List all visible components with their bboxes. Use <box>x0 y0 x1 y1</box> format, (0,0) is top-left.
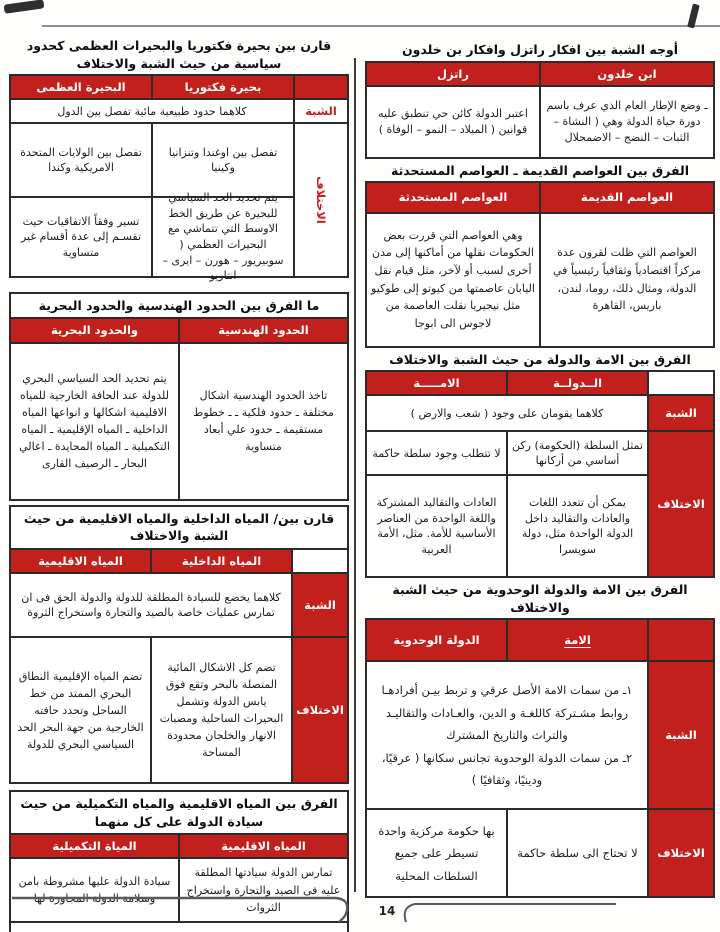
difference-pair <box>367 474 647 576</box>
table-capitals <box>365 181 715 347</box>
table-header-row <box>367 183 713 211</box>
header-lake-victoria: بحيرة فكتوريا <box>151 76 293 98</box>
header-nation: الامـــــة <box>367 372 506 394</box>
cell-similarity: كلاهما يقومان على وجود ( شعب والارض ) <box>410 406 604 420</box>
page-number: 14 <box>378 904 396 918</box>
table-header-row <box>367 63 713 85</box>
similarity-row <box>11 98 347 122</box>
table-lakes <box>9 74 349 283</box>
cell-similarity: كلاهما يخضع للسيادة المطلقة للدولة والدولة الحق فى ان تمارس عمليات خاصة بالصيد والتجارة واستخراج الثروة <box>21 590 281 620</box>
similarity-row <box>367 394 713 430</box>
header-territorial-waters: المياه الاقليمية <box>178 835 347 857</box>
section-title-borders: ما الفرق بين الحدود الهندسية والحدود البحرية <box>38 297 320 313</box>
table-ratzel-ibnkhaldun <box>365 61 715 159</box>
header-contiguous-waters: المياة التكميلية <box>11 835 178 857</box>
similarity-point-1: ١ـ من سمات الامة الأصل عرقي و تربط بيـن أفرادهـا روابط مشـتركة كاللغـة و الدين، والعـادات والتقاليـد والتراث والتاريخ المشترك <box>381 683 633 743</box>
header-spacer <box>293 76 347 98</box>
difference-row <box>367 808 713 896</box>
top-rule <box>42 25 720 27</box>
header-unitary-state: الدولة الوحدوية <box>367 620 506 660</box>
difference-pair <box>11 191 293 283</box>
label-similarity: الشبة <box>293 100 347 122</box>
table-row <box>11 342 347 499</box>
table-nation-unitary-state <box>365 618 715 898</box>
cell-similarity: كلاهما حدود طبيعية مائية تفصل بين الدول <box>57 104 247 118</box>
label-difference: الاختلاف <box>291 638 347 782</box>
similarity-point-2: ٢ـ من سمات الدولة الوحدوية تجانس سكانها ( عرقيًا، ودينيًا، وثقافيًا ) <box>381 750 633 788</box>
table-header-row <box>367 372 713 394</box>
cell-contiguous-waters: سيادة الدولة عليها مشروطة بامن وسلامة الدولة المجاورة لها <box>18 874 171 906</box>
cell-internal-waters-diff: تضم كل الاشكال المائية المتصلة بالبحر وتقع فوق يابس الدولة وتشمل البحيرات الساحلية ومصبات الانهار والخلجان محدودة المساحة <box>150 638 291 782</box>
cell-unitary-state-diff: بها حكومة مركزية واحدة تسيطر على جميع السلطات المحلية <box>378 823 495 883</box>
label-difference: الاختلاف <box>647 810 713 896</box>
header-internal-waters: المياه الداخلية <box>150 550 291 572</box>
table-row <box>367 85 713 157</box>
cell-victoria-diff-1: تفصل بين اوغندا وتنزانيا وكينيا <box>151 124 293 196</box>
header-territorial-waters: المياه الاقليمية <box>11 550 150 572</box>
difference-pair <box>11 124 293 196</box>
cell-nation-diff: لا تحتاج الى سلطة حاكمة <box>506 810 647 896</box>
label-similarity: الشبة <box>647 662 713 808</box>
section-title-lakes: قارن بين بحيرة فكتوريا والبحيرات العظمى كحدود سياسية من حيث الشبة والاختلاف <box>26 38 332 71</box>
section-title-ratzel-ibnkhaldun: أوجه الشبة بين افكار راتزل وافكار بن خلدون <box>401 42 679 57</box>
label-difference: الاختلاف <box>647 432 713 576</box>
header-old-capitals: العواصم القديمة <box>539 183 713 211</box>
table-header-row <box>11 317 347 341</box>
table-row <box>367 212 713 346</box>
label-similarity: الشبة <box>647 396 713 430</box>
difference-row <box>11 122 347 283</box>
header-maritime-borders: والحدود البحرية <box>11 319 178 341</box>
cell-great-lakes-diff-2: تسير وفقاً الاتفاقيات حيث تقسـم إلى عدة أقسام غير متساوية <box>20 214 142 259</box>
header-spacer <box>291 550 347 572</box>
header-ratzel: راتزل <box>367 63 539 85</box>
header-great-lakes: البحيرة العظمى <box>11 76 151 98</box>
cell-new-capitals: وهي العواصم التي قررت بعض الحكومات نقلها من أماكنها إلى مدن أخرى لسبب أو لآخر، مثل قيام نقل اليابان عاصمتها من كيوتو إلى طوكيو مثل نيجيريا نقلت العاصمة من لاجوس الى ابوجا <box>371 228 535 330</box>
cell-old-capitals: العواصم التي ظلت لقرون عدة مركزاً اقتصادياً وثقافياً رئيسياً في الدولة، ومثال ذلك، روما، لندن، باريس، القاهرة <box>539 214 713 346</box>
header-geometric-borders: الحدود الهندسية <box>178 319 347 341</box>
cell-territorial-waters: تمارس الدولة سيادتها المطلقة عليه فى الصيد والتجارة واستخراج الثروات <box>178 859 347 921</box>
header-new-capitals: العواصم المستحدثة <box>367 183 539 211</box>
box-waters-compare <box>9 505 349 784</box>
cell-ibnkhaldun: ـ وضع الإطار العام الذي عرف باسم دورة حياة الدولة وهي ( النشاة – الثبات – النضج – الاضمحلال <box>539 87 713 157</box>
box-borders <box>9 292 349 501</box>
section-title-waters-sovereignty: الفرق بين المياه الاقليمية والمياه التكميلية من حيث سيادة الدولة على كل منهما <box>20 796 338 829</box>
header-state: الــدولــة <box>506 372 647 394</box>
section-title-waters-compare: قارن بين/ المياه الداخلية والمياه الاقليمية من حيث الشبة والاختلاف <box>23 510 335 544</box>
header-spacer <box>647 620 713 660</box>
column-divider <box>354 58 356 892</box>
similarity-row <box>11 572 347 636</box>
table-header-row <box>11 76 347 98</box>
column-left <box>9 34 349 932</box>
table-header-row <box>11 833 347 857</box>
difference-row <box>367 430 713 576</box>
difference-cells <box>11 638 291 782</box>
difference-pair <box>11 638 291 782</box>
table-header-row <box>367 620 713 660</box>
cell-territorial-waters-diff: تضم المياه الإقليمية النطاق البحري الممتد من خط الساحل وتحدد حافته الخارجية من جهة البحر الحد السياسي البحري للدولة <box>17 669 144 751</box>
section-title-nation-state: الفرق بين الامة والدولة من حيث الشبة والاختلاف <box>389 351 691 367</box>
cell-great-lakes-diff-1: تفصل بين الولايات المتحدة الامريكية وكندا <box>20 145 142 175</box>
cell-state-diff-1: تمثل السلطة (الحكومة) ركن أساسي من أركانها <box>506 432 647 474</box>
difference-pair <box>367 810 647 896</box>
scan-artifact-top-left <box>4 0 45 14</box>
label-difference: الاختلاف <box>293 124 347 276</box>
label-similarity: الشبة <box>291 574 347 636</box>
cell-nation-diff-1: لا تتطلب وجود سلطة حاكمة <box>372 446 501 460</box>
cell-ratzel: اعتبر الدولة كائن حي تنطبق عليه قوانين ( الميلاد – النمو – الوفاة ) <box>378 107 528 136</box>
difference-row <box>11 636 347 782</box>
difference-cells <box>367 810 647 896</box>
footer-decoration <box>0 888 720 932</box>
similarity-row <box>367 660 713 808</box>
section-title-nation-unitary-state: الفرق بين الامة والدولة الوحدوية من حيث الشبة والاختلاف <box>392 582 688 615</box>
cell-similarity <box>367 662 647 808</box>
table-nation-state <box>365 370 715 578</box>
table-header-row <box>11 548 347 572</box>
column-right <box>365 38 715 900</box>
cell-state-diff-2: يمكن أن تتعدد اللغات والعادات والتقاليد داخل الدولة الواحدة مثل، دولة سويسرا <box>506 476 647 576</box>
difference-cells <box>367 432 647 576</box>
header-spacer <box>647 372 713 394</box>
difference-pair <box>367 432 647 474</box>
section-title-capitals: الفرق بين العواصم القديمة ـ العواصم المستحدثة <box>391 162 689 178</box>
header-ibnkhaldun: ابن خلدون <box>539 63 713 85</box>
cell-geometric-borders: تاخذ الحدود الهندسية اشكال مختلفة ـ حدود فلكية ـ ـ خطوط مستقيمة ـ حدود علي أبعاد متساوية <box>178 344 347 499</box>
difference-cells <box>11 124 293 283</box>
cell-victoria-diff-2: يتم تحديد الحد السياسي للبحيرة عن طريق الخط الاوسط التي تتماشي مع البحيرات العظمي ( سوبيريور – هورن – ايرى – انتاريو <box>151 198 293 276</box>
header-nation: الامة <box>506 620 647 660</box>
cell-maritime-borders: يتم تحديد الحد السياسي البحري للدولة عند الحافة الخارجية للمياه الاقليمية اشكالها و انواعها المياه الداخلية ـ المياه الإقليمية ـ المياه التكميلية ـ المياه المحايدة ـ اعالي البحار ـ الرصيف القارى <box>19 372 170 471</box>
cell-nation-diff-2: العادات والتقاليد المشتركة واللغة الواحدة من العناصر الأساسية للأمة. مثل، الأمة العربية <box>376 496 497 557</box>
